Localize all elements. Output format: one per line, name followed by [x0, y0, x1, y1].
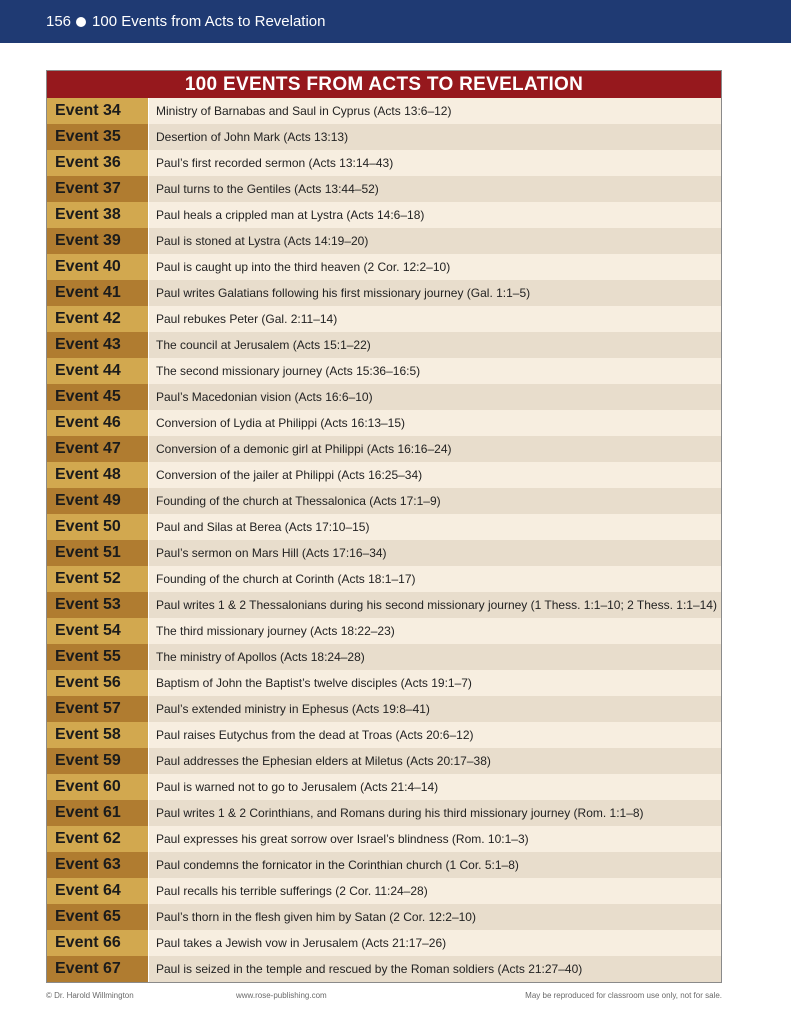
table-row — [47, 176, 721, 202]
table-row — [47, 462, 721, 488]
event-description-cell: Paul is warned not to go to Jerusalem (Acts 21:4–14) — [149, 774, 721, 800]
table-row — [47, 748, 721, 774]
table-row — [47, 124, 721, 150]
table-row — [47, 384, 721, 410]
event-description-cell: Founding of the church at Thessalonica (Acts 17:1–9) — [149, 488, 721, 514]
table-row — [47, 540, 721, 566]
table-row — [47, 800, 721, 826]
event-description-cell: Baptism of John the Baptist’s twelve disciples (Acts 19:1–7) — [149, 670, 721, 696]
event-number-cell: Event 46 — [47, 410, 149, 436]
table-row — [47, 904, 721, 930]
table-row — [47, 436, 721, 462]
event-number-cell: Event 57 — [47, 696, 149, 722]
event-number-cell: Event 48 — [47, 462, 149, 488]
event-number-cell: Event 67 — [47, 956, 149, 982]
event-number-cell: Event 34 — [47, 98, 149, 124]
table-row — [47, 280, 721, 306]
event-description-cell: Paul writes Galatians following his first missionary journey (Gal. 1:1–5) — [149, 280, 721, 306]
footer-notice: May be reproduced for classroom use only, not for sale. — [525, 991, 722, 1000]
event-number-cell: Event 62 — [47, 826, 149, 852]
table-row — [47, 930, 721, 956]
event-description-cell: Paul raises Eutychus from the dead at Troas (Acts 20:6–12) — [149, 722, 721, 748]
table-row — [47, 254, 721, 280]
table-body — [47, 98, 721, 982]
event-number-cell: Event 41 — [47, 280, 149, 306]
event-description-cell: Paul writes 1 & 2 Thessalonians during his second missionary journey (1 Thess. 1:1–10; 2 Thess. 1:1–14) — [149, 592, 721, 618]
table-row — [47, 566, 721, 592]
event-number-cell: Event 65 — [47, 904, 149, 930]
table-row — [47, 722, 721, 748]
table-row — [47, 410, 721, 436]
table-row — [47, 670, 721, 696]
event-description-cell: Ministry of Barnabas and Saul in Cyprus (Acts 13:6–12) — [149, 98, 721, 124]
page-header — [0, 0, 791, 43]
event-number-cell: Event 44 — [47, 358, 149, 384]
event-number-cell: Event 52 — [47, 566, 149, 592]
table-row — [47, 774, 721, 800]
event-description-cell: Desertion of John Mark (Acts 13:13) — [149, 124, 721, 150]
event-description-cell: Paul writes 1 & 2 Corinthians, and Romans during his third missionary journey (Rom. 1:1–8) — [149, 800, 721, 826]
event-number-cell: Event 47 — [47, 436, 149, 462]
event-description-cell: Paul’s extended ministry in Ephesus (Acts 19:8–41) — [149, 696, 721, 722]
table-row — [47, 358, 721, 384]
table-row — [47, 202, 721, 228]
event-number-cell: Event 54 — [47, 618, 149, 644]
event-number-cell: Event 36 — [47, 150, 149, 176]
events-table — [46, 70, 722, 983]
event-number-cell: Event 56 — [47, 670, 149, 696]
event-description-cell: Paul’s sermon on Mars Hill (Acts 17:16–34) — [149, 540, 721, 566]
event-number-cell: Event 37 — [47, 176, 149, 202]
event-number-cell: Event 51 — [47, 540, 149, 566]
event-description-cell: Paul rebukes Peter (Gal. 2:11–14) — [149, 306, 721, 332]
event-description-cell: Paul turns to the Gentiles (Acts 13:44–52) — [149, 176, 721, 202]
event-number-cell: Event 63 — [47, 852, 149, 878]
table-row — [47, 488, 721, 514]
event-number-cell: Event 49 — [47, 488, 149, 514]
event-number-cell: Event 39 — [47, 228, 149, 254]
event-description-cell: Paul and Silas at Berea (Acts 17:10–15) — [149, 514, 721, 540]
event-description-cell: Conversion of the jailer at Philippi (Acts 16:25–34) — [149, 462, 721, 488]
event-description-cell: Paul is caught up into the third heaven (2 Cor. 12:2–10) — [149, 254, 721, 280]
event-description-cell: Paul is seized in the temple and rescued by the Roman soldiers (Acts 21:27–40) — [149, 956, 721, 982]
table-row — [47, 826, 721, 852]
event-description-cell: Paul recalls his terrible sufferings (2 Cor. 11:24–28) — [149, 878, 721, 904]
event-number-cell: Event 60 — [47, 774, 149, 800]
event-description-cell: Paul expresses his great sorrow over Israel’s blindness (Rom. 10:1–3) — [149, 826, 721, 852]
event-number-cell: Event 53 — [47, 592, 149, 618]
table-row — [47, 592, 721, 618]
footer-copyright: © Dr. Harold Willmington — [46, 991, 134, 1000]
event-number-cell: Event 35 — [47, 124, 149, 150]
event-description-cell: Paul’s thorn in the flesh given him by Satan (2 Cor. 12:2–10) — [149, 904, 721, 930]
event-description-cell: Paul addresses the Ephesian elders at Miletus (Acts 20:17–38) — [149, 748, 721, 774]
table-row — [47, 852, 721, 878]
event-number-cell: Event 58 — [47, 722, 149, 748]
event-number-cell: Event 55 — [47, 644, 149, 670]
event-number-cell: Event 50 — [47, 514, 149, 540]
event-number-cell: Event 45 — [47, 384, 149, 410]
event-number-cell: Event 59 — [47, 748, 149, 774]
event-description-cell: The ministry of Apollos (Acts 18:24–28) — [149, 644, 721, 670]
footer-website[interactable]: www.rose-publishing.com — [236, 991, 327, 1000]
event-number-cell: Event 61 — [47, 800, 149, 826]
table-row — [47, 956, 721, 982]
event-description-cell: The council at Jerusalem (Acts 15:1–22) — [149, 332, 721, 358]
event-description-cell: Paul’s Macedonian vision (Acts 16:6–10) — [149, 384, 721, 410]
table-row — [47, 332, 721, 358]
event-number-cell: Event 38 — [47, 202, 149, 228]
table-row — [47, 696, 721, 722]
event-number-cell: Event 43 — [47, 332, 149, 358]
table-row — [47, 644, 721, 670]
table-row — [47, 228, 721, 254]
event-number-cell: Event 40 — [47, 254, 149, 280]
event-description-cell: Paul is stoned at Lystra (Acts 14:19–20) — [149, 228, 721, 254]
event-number-cell: Event 42 — [47, 306, 149, 332]
table-row — [47, 514, 721, 540]
table-row — [47, 618, 721, 644]
table-row — [47, 150, 721, 176]
table-row — [47, 98, 721, 124]
event-description-cell: Conversion of Lydia at Philippi (Acts 16:13–15) — [149, 410, 721, 436]
running-title: 100 Events from Acts to Revelation — [92, 13, 326, 30]
event-number-cell: Event 64 — [47, 878, 149, 904]
table-row — [47, 306, 721, 332]
table-row — [47, 878, 721, 904]
event-description-cell: The third missionary journey (Acts 18:22–23) — [149, 618, 721, 644]
table-title: 100 EVENTS FROM ACTS TO REVELATION — [47, 71, 721, 98]
event-description-cell: Founding of the church at Corinth (Acts 18:1–17) — [149, 566, 721, 592]
page-number: 156 — [46, 13, 72, 30]
event-description-cell: Paul takes a Jewish vow in Jerusalem (Acts 21:17–26) — [149, 930, 721, 956]
event-number-cell: Event 66 — [47, 930, 149, 956]
event-description-cell: Paul’s first recorded sermon (Acts 13:14–43) — [149, 150, 721, 176]
bullet-dot-icon — [76, 17, 86, 27]
event-description-cell: The second missionary journey (Acts 15:36–16:5) — [149, 358, 721, 384]
event-description-cell: Conversion of a demonic girl at Philippi (Acts 16:16–24) — [149, 436, 721, 462]
event-description-cell: Paul condemns the fornicator in the Corinthian church (1 Cor. 5:1–8) — [149, 852, 721, 878]
event-description-cell: Paul heals a crippled man at Lystra (Acts 14:6–18) — [149, 202, 721, 228]
